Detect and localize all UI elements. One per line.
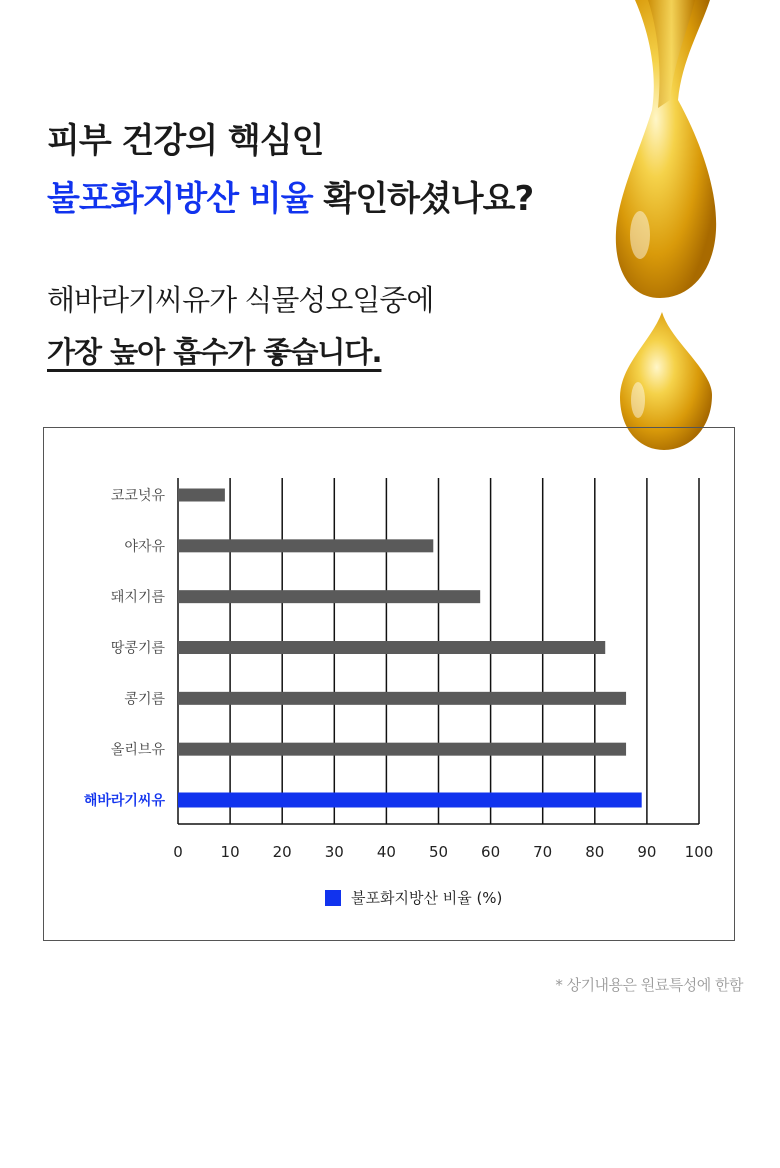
x-tick-label: 20 bbox=[272, 843, 292, 861]
headline-line2-rest: 확인하셨나요? bbox=[312, 179, 534, 219]
oil-drop-illustration bbox=[600, 0, 780, 460]
subheadline-line1: 해바라기씨유가 식물성오일중에 bbox=[47, 283, 434, 317]
chart-box bbox=[43, 427, 735, 941]
headline-accent: 불포화지방산 비율 bbox=[47, 179, 313, 219]
x-tick-label: 10 bbox=[220, 843, 240, 861]
legend-swatch bbox=[325, 890, 341, 906]
legend-label: 불포화지방산 비율 (%) bbox=[351, 889, 503, 907]
bar bbox=[178, 793, 642, 808]
x-tick-label: 40 bbox=[376, 843, 396, 861]
footnote: * 상기내용은 원료특성에 한함 bbox=[555, 976, 743, 994]
category-label: 야자유 bbox=[124, 538, 165, 555]
chart-legend bbox=[325, 887, 502, 908]
headline-line1: 피부 건강의 핵심인 bbox=[47, 121, 324, 161]
headline bbox=[47, 112, 533, 228]
subheadline bbox=[47, 274, 433, 378]
category-label: 코코넛유 bbox=[110, 488, 165, 504]
x-tick-label: 70 bbox=[533, 843, 553, 861]
bar bbox=[178, 692, 626, 705]
x-tick-label: 30 bbox=[324, 843, 344, 861]
bar-chart bbox=[44, 428, 734, 940]
bar bbox=[178, 539, 433, 552]
x-tick-label: 0 bbox=[173, 843, 183, 861]
category-label: 올리브유 bbox=[110, 742, 165, 759]
category-label: 해바라기씨유 bbox=[83, 793, 165, 809]
x-tick-label: 90 bbox=[637, 843, 657, 861]
category-label: 땅콩기름 bbox=[110, 640, 165, 657]
x-tick-label: 80 bbox=[585, 843, 605, 861]
category-label: 돼지기름 bbox=[110, 589, 165, 606]
subheadline-line2: 가장 높아 흡수가 좋습니다. bbox=[47, 335, 382, 369]
x-tick-label: 50 bbox=[428, 843, 449, 861]
category-label: 콩기름 bbox=[124, 691, 165, 708]
bar bbox=[178, 590, 480, 603]
x-tick-label: 60 bbox=[481, 843, 501, 861]
x-tick-label: 100 bbox=[684, 843, 714, 861]
bar bbox=[178, 489, 225, 502]
bar bbox=[178, 743, 626, 756]
bar bbox=[178, 641, 605, 654]
